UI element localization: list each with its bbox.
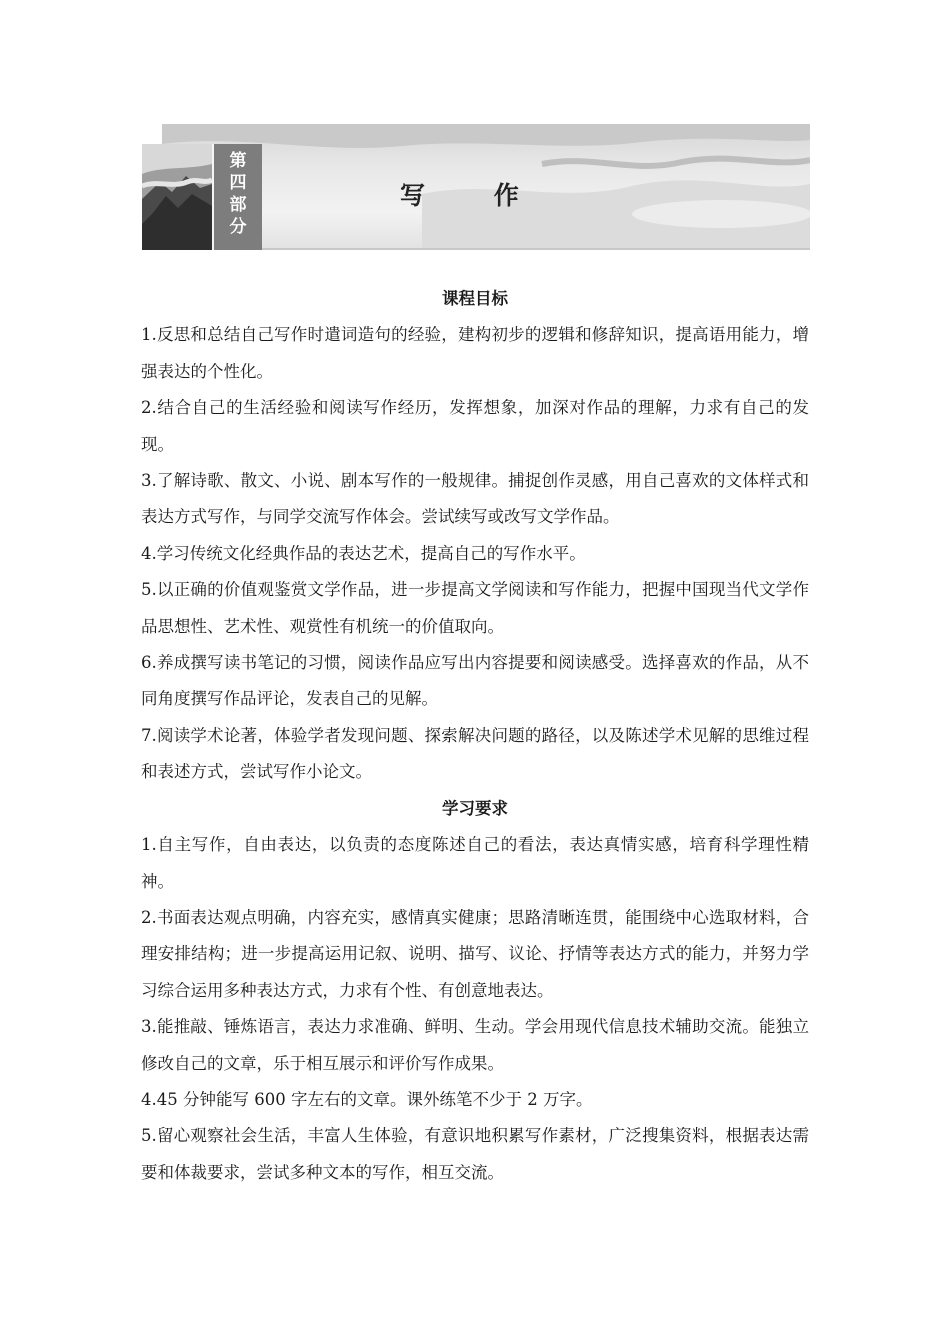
list-item: 7.阅读学术论著，体验学者发现问题、探索解决问题的路径，以及陈述学术见解的思维过程和表述方式，尝试写作小论文。 [141, 725, 809, 782]
part-char: 分 [229, 217, 247, 237]
list-item: 4.学习传统文化经典作品的表达艺术，提高自己的写作水平。 [141, 543, 586, 563]
list-item: 1.反思和总结自己写作时遣词造句的经验，建构初步的逻辑和修辞知识，提高语用能力，增强表达的个性化。 [141, 325, 809, 381]
banner-divider [262, 248, 810, 250]
section-heading: 学习要求 [442, 798, 508, 818]
part-char: 部 [229, 195, 247, 215]
list-item: 5.以正确的价值观鉴赏文学作品，进一步提高文学阅读和写作能力，把握中国现当代文学作品思想性、艺术性、观赏性有机统一的价值取向。 [141, 580, 809, 636]
list-item: 4.45 分钟能写 600 字左右的文章。课外练笔不少于 2 万字。 [141, 1089, 593, 1109]
part-char: 四 [229, 173, 247, 193]
mountain-photo [142, 144, 212, 250]
chapter-title: 写 作 [400, 181, 549, 210]
chapter-banner [142, 124, 810, 250]
list-item: 2.结合自己的生活经验和阅读写作经历，发挥想象，加深对作品的理解，力求有自己的发现。 [141, 398, 809, 454]
list-item: 3.了解诗歌、散文、小说、剧本写作的一般规律。捕捉创作灵感，用自己喜欢的文体样式和表达方式写作，与同学交流写作体会。尝试续写或改写文学作品。 [141, 471, 809, 527]
list-item: 5.留心观察社会生活，丰富人生体验，有意识地积累写作素材，广泛搜集资料，根据表达需要和体裁要求，尝试多种文本的写作，相互交流。 [141, 1126, 809, 1182]
list-item: 2.书面表达观点明确，内容充实，感情真实健康；思路清晰连贯，能围绕中心选取材料，合理安排结构；进一步提高运用记叙、说明、描写、议论、抒情等表达方式的能力，并努力学习综合运用多种表达方式，力求有个性、有创意地表达。 [141, 907, 809, 1000]
document-body [141, 281, 809, 1191]
list-item: 3.能推敲、锤炼语言，表达力求准确、鲜明、生动。学会用现代信息技术辅助交流。能独立修改自己的文章，乐于相互展示和评价写作成果。 [141, 1017, 809, 1073]
section-heading: 课程目标 [442, 289, 508, 308]
part-label [212, 144, 262, 250]
list-item: 6.养成撰写读书笔记的习惯，阅读作品应写出内容提要和阅读感受。选择喜欢的作品，从不同角度撰写作品评论，发表自己的见解。 [141, 653, 809, 709]
list-item: 1.自主写作，自由表达，以负责的态度陈述自己的看法，表达真情实感，培育科学理性精神。 [141, 835, 809, 891]
part-char: 第 [229, 151, 247, 171]
